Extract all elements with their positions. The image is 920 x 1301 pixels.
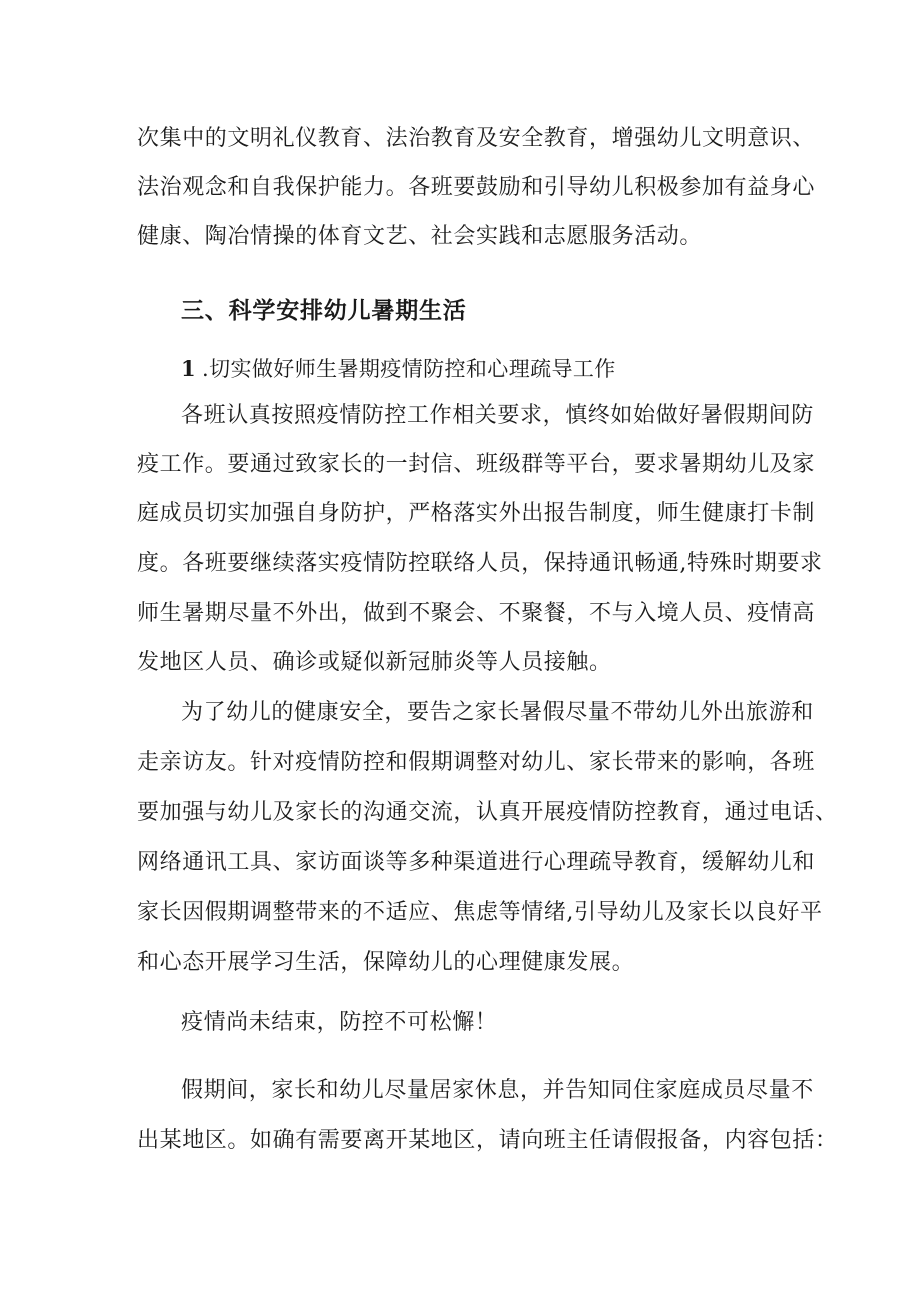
paragraph2-line-4: 网络通讯工具、家访面谈等多种渠道进行心理疏导教育，缓解幼儿和 bbox=[137, 850, 816, 875]
paragraph1-line-1: 各班认真按照疫情防控工作相关要求，慎终如始做好暑假期间防 bbox=[181, 403, 814, 428]
paragraph2-line-3: 要加强与幼儿及家长的沟通交流，认真开展疫情防控教育，通过电话、 bbox=[137, 800, 838, 825]
intro-line-2: 法治观念和自我保护能力。各班要鼓励和引导幼儿积极参加有益身心 bbox=[137, 175, 816, 200]
paragraph1-line-6: 发地区人员、确诊或疑似新冠肺炎等人员接触。 bbox=[137, 650, 612, 675]
subsection-title: .切实做好师生暑期疫情防控和心理疏导工作 bbox=[202, 357, 616, 381]
subsection-number: 1 bbox=[181, 356, 197, 381]
section-heading: 三、科学安排幼儿暑期生活 bbox=[181, 298, 467, 324]
paragraph1-line-3: 庭成员切实加强自身防护，严格落实外出报告制度，师生健康打卡制 bbox=[137, 501, 816, 526]
paragraph2-line-6: 和心态开展学习生活，保障幼儿的心理健康发展。 bbox=[137, 950, 635, 975]
subsection-heading bbox=[181, 354, 616, 384]
paragraph1-line-2: 疫工作。要通过致家长的一封信、班级群等平台，要求暑期幼儿及家 bbox=[137, 452, 816, 477]
paragraph1-line-5: 师生暑期尽量不外出，做到不聚会、不聚餐，不与入境人员、疫情高 bbox=[137, 601, 816, 626]
paragraph2-line-1: 为了幼儿的健康安全，要告之家长暑假尽量不带幼儿外出旅游和 bbox=[181, 700, 814, 725]
intro-line-3: 健康、陶冶情操的体育文艺、社会实践和志愿服务活动。 bbox=[137, 224, 703, 249]
paragraph3-line: 疫情尚未结束，防控不可松懈！ bbox=[181, 1010, 498, 1035]
paragraph2-line-5: 家长因假期调整带来的不适应、焦虑等情绪,引导幼儿及家长以良好平 bbox=[137, 900, 823, 925]
paragraph4-line-1: 假期间，家长和幼儿尽量居家休息，并告知同住家庭成员尽量不 bbox=[181, 1078, 814, 1103]
paragraph1-line-4: 度。各班要继续落实疫情防控联络人员，保持通讯畅通,特殊时期要求 bbox=[137, 551, 823, 576]
intro-line-1: 次集中的文明礼仪教育、法治教育及安全教育，增强幼儿文明意识、 bbox=[137, 126, 816, 151]
paragraph2-line-2: 走亲访友。针对疫情防控和假期调整对幼儿、家长带来的影响，各班 bbox=[137, 750, 816, 775]
paragraph4-line-2: 出某地区。如确有需要离开某地区，请向班主任请假报备，内容包括： bbox=[137, 1128, 838, 1153]
